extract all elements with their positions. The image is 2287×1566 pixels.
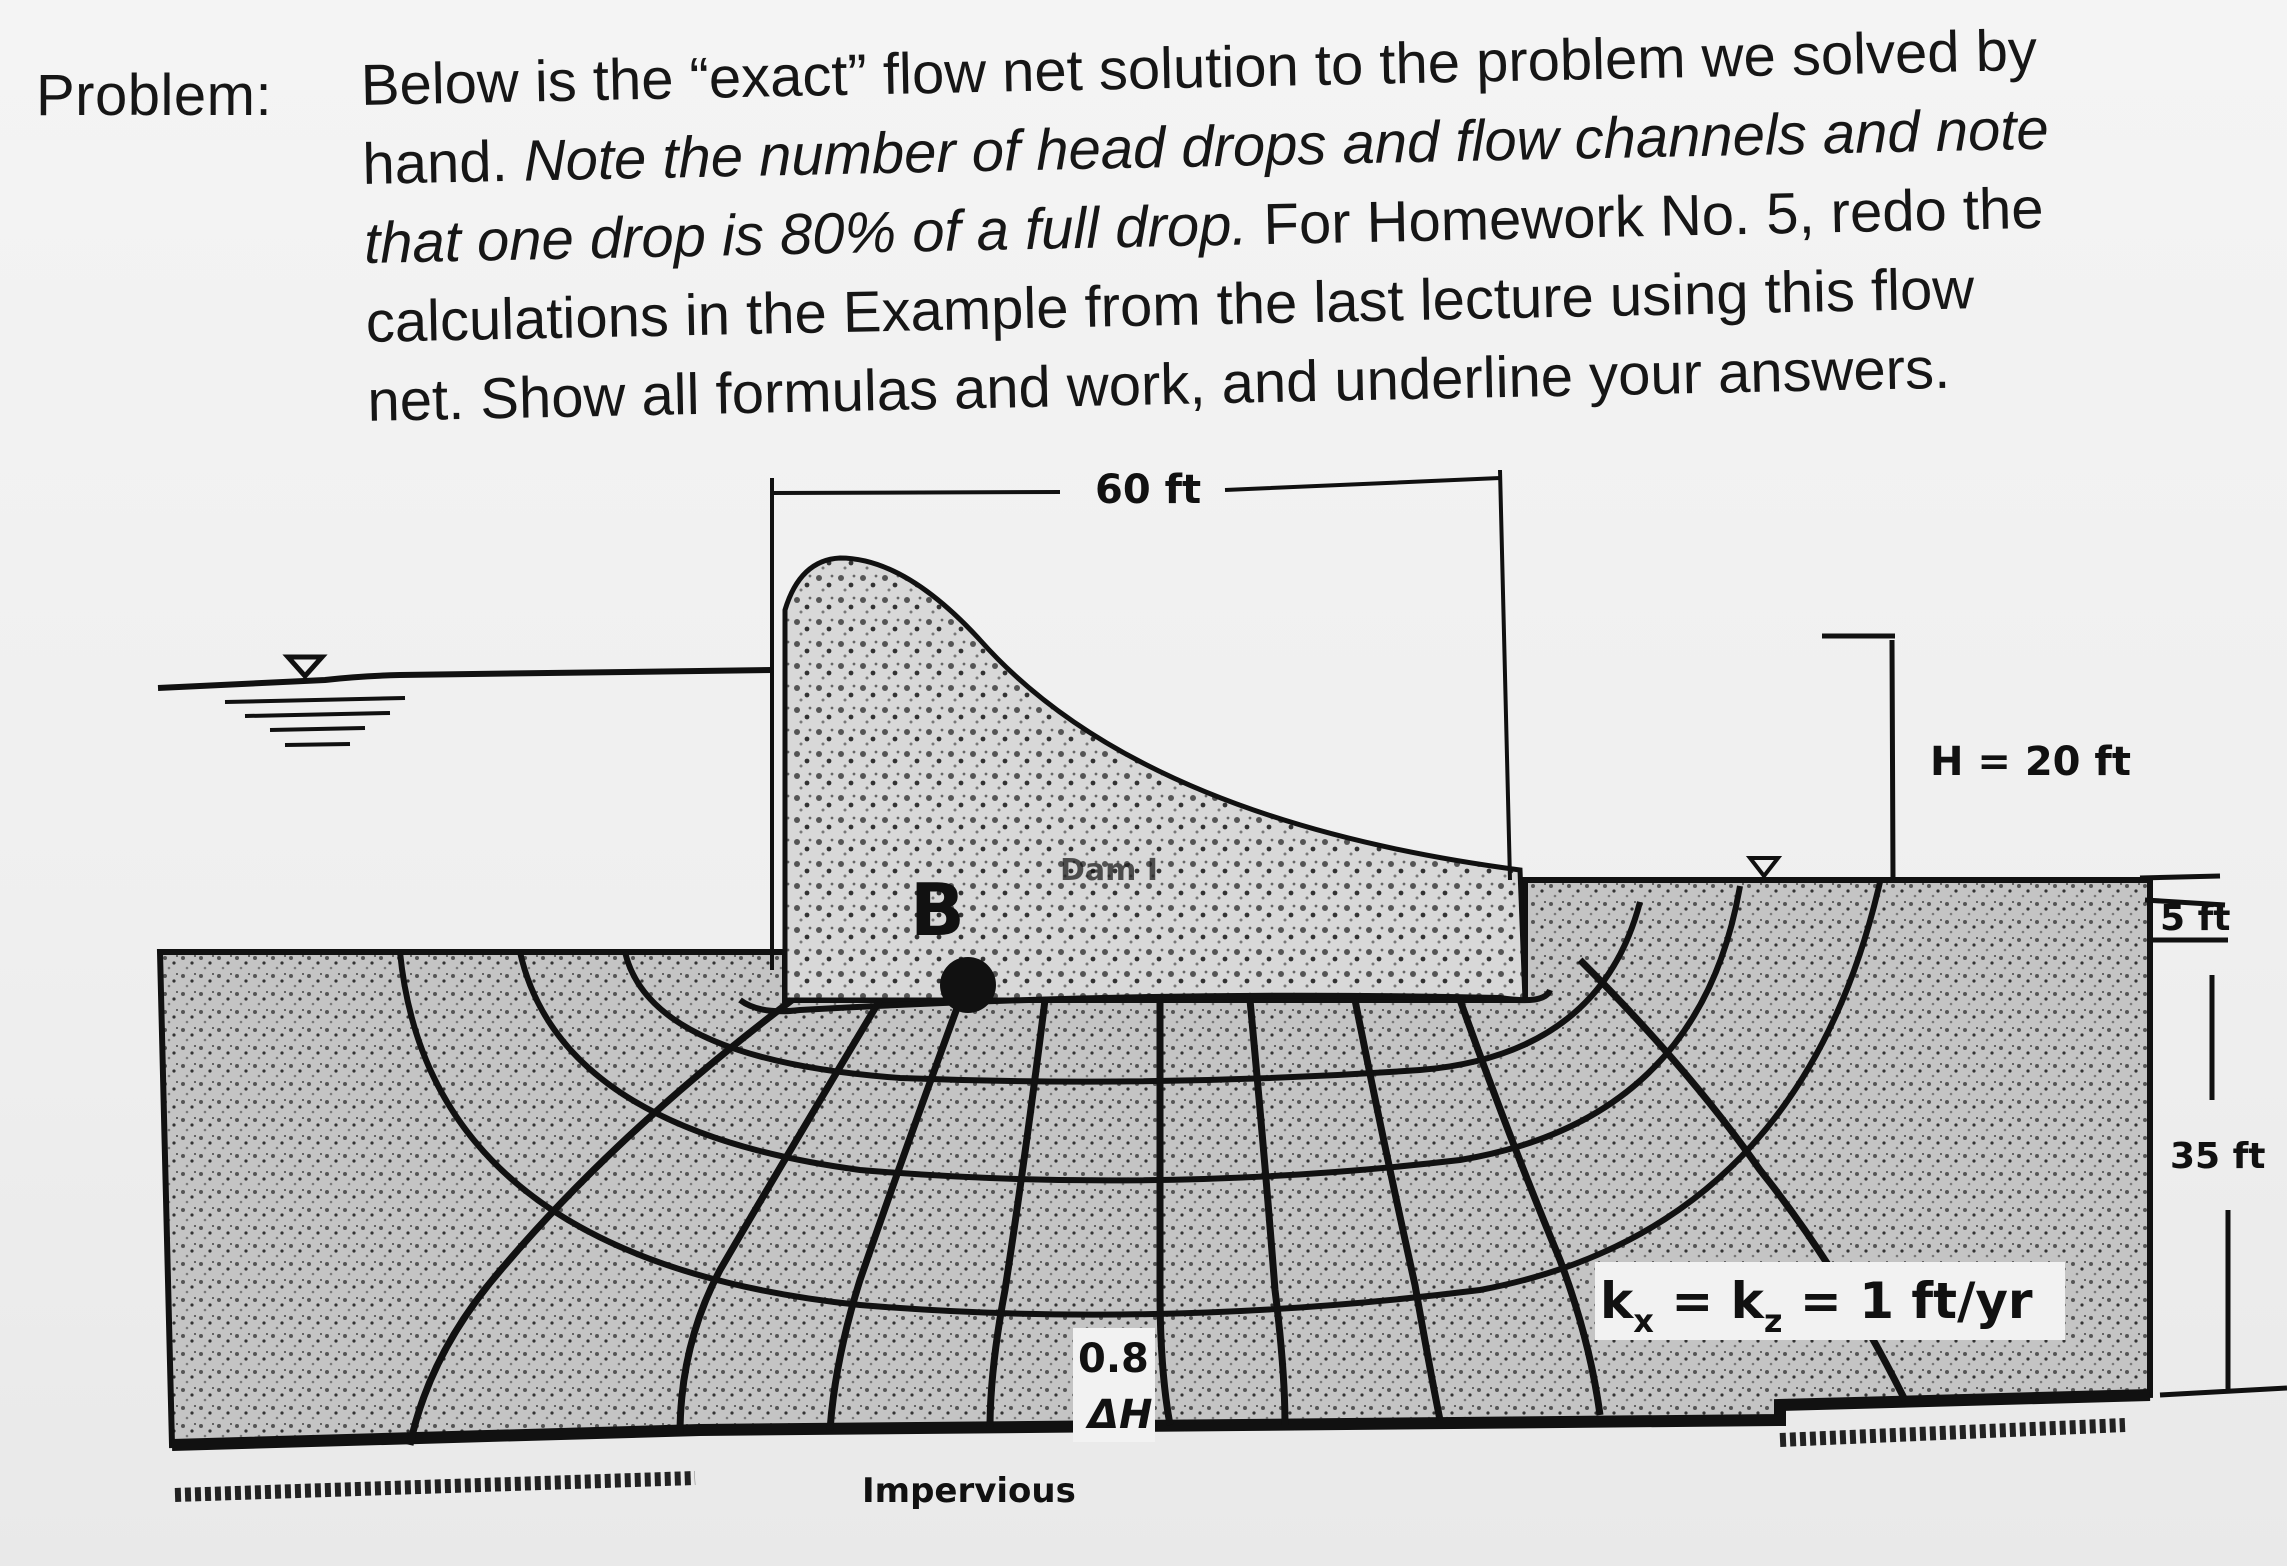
problem-label: Problem: bbox=[36, 63, 273, 128]
permeability-label bbox=[1600, 1272, 2033, 1340]
permeability-k2: k bbox=[1730, 1272, 1764, 1330]
problem-line-1: Below is the “exact” flow net solution to the problem we solved by bbox=[360, 17, 2038, 118]
partial-drop-symbol: ΔH bbox=[1088, 1392, 1153, 1438]
point-b-label: B bbox=[910, 868, 965, 952]
problem-line-4: calculations in the Example from the last lecture using this flow bbox=[365, 256, 1975, 355]
depth-total-label: 35 ft bbox=[2170, 1136, 2266, 1177]
problem-line-2-italic: Note the number of head drops and flow channels and note bbox=[523, 96, 2050, 194]
dam-body bbox=[785, 558, 1525, 1000]
permeability-sub-x: x bbox=[1633, 1302, 1654, 1340]
problem-line-3-end: For Homework No. 5, redo the bbox=[1246, 175, 2045, 258]
upstream-water-marker-icon bbox=[288, 657, 322, 676]
problem-line-3-italic: that one drop is 80% of a full drop. bbox=[363, 192, 1249, 276]
problem-line-2-start: hand. bbox=[361, 128, 525, 197]
head-dimension bbox=[1822, 636, 1895, 880]
upstream-water-dashes bbox=[225, 698, 405, 745]
problem-line-5: net. Show all formulas and work, and underline your answers. bbox=[366, 335, 1951, 434]
permeability-rest: = 1 ft/yr bbox=[1782, 1272, 2033, 1330]
permeability-sub-z: z bbox=[1763, 1302, 1783, 1340]
impervious-label: Impervious bbox=[862, 1471, 1076, 1511]
head-label: H = 20 ft bbox=[1930, 739, 2131, 785]
permeability-eq: = bbox=[1653, 1272, 1731, 1330]
partial-drop-value: 0.8 bbox=[1078, 1336, 1149, 1382]
upstream-water-surface bbox=[158, 670, 772, 688]
dam-label: Dam I bbox=[1060, 853, 1159, 888]
tailwater-marker-icon bbox=[1750, 858, 1778, 876]
dam-width-label: 60 ft bbox=[1095, 467, 1202, 513]
depth-top-label: 5 ft bbox=[2160, 898, 2231, 939]
point-b-marker bbox=[940, 957, 996, 1013]
permeability-k1: k bbox=[1600, 1272, 1634, 1330]
